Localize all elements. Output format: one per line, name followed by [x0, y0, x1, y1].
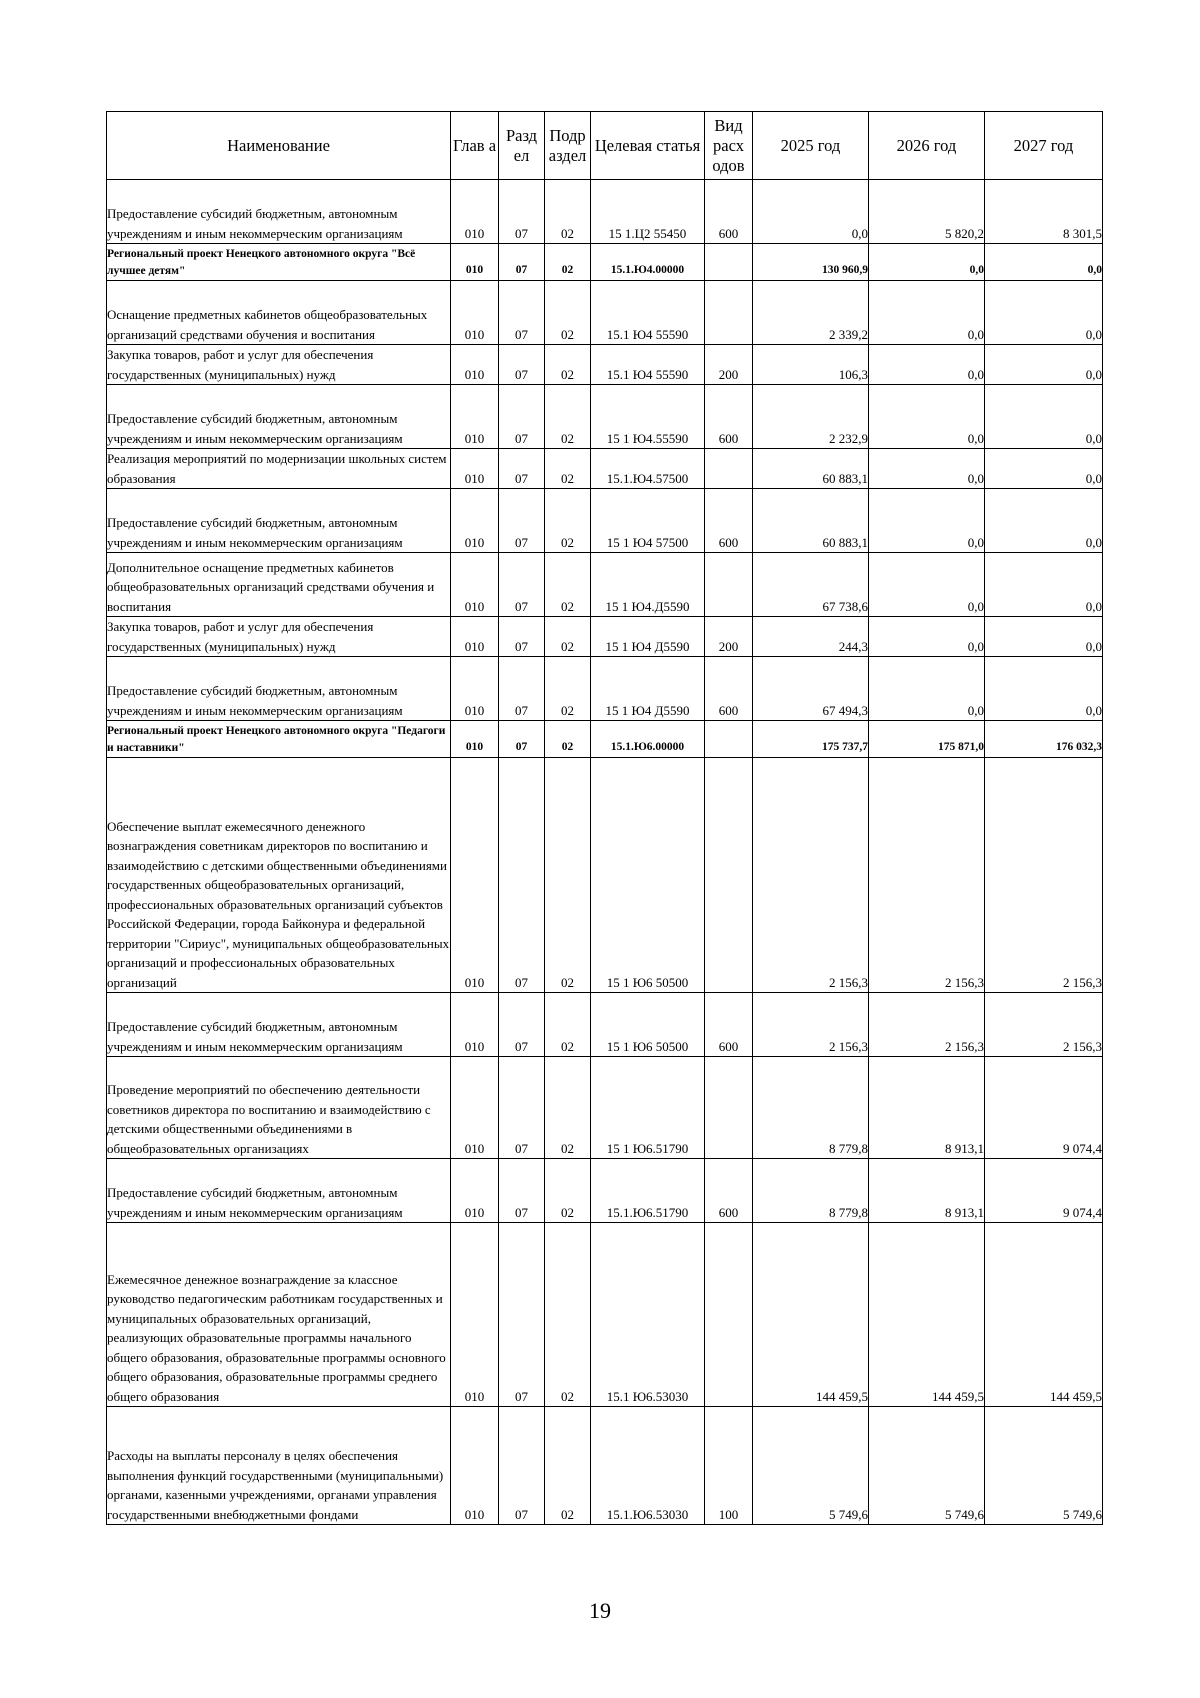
- row-2025: 8 779,8: [753, 1159, 869, 1223]
- row-glava: 010: [451, 553, 499, 617]
- row-2025: 2 156,3: [753, 993, 869, 1057]
- row-vid: 600: [705, 489, 753, 553]
- header-razdel: Разд ел: [499, 112, 545, 180]
- row-2027: 0,0: [985, 345, 1103, 385]
- row-name: Расходы на выплаты персоналу в целях обеспечения выполнения функций государственными (муниципальными) органами, казенными учреждениями, органами управления государственными внебюджетными фондами: [107, 1407, 451, 1525]
- row-name: Закупка товаров, работ и услуг для обеспечения государственных (муниципальных) нужд: [107, 345, 451, 385]
- row-2026: 144 459,5: [869, 1223, 985, 1407]
- row-vid: [705, 449, 753, 489]
- row-2025: 0,0: [753, 180, 869, 244]
- row-vid: 600: [705, 180, 753, 244]
- header-podrazdel: Подр аздел: [545, 112, 591, 180]
- row-2025: 60 883,1: [753, 449, 869, 489]
- table-row: [107, 721, 1103, 758]
- row-razdel: 07: [499, 721, 545, 758]
- table-row: [107, 345, 1103, 385]
- row-razdel: 07: [499, 385, 545, 449]
- row-glava: 010: [451, 721, 499, 758]
- row-razdel: 07: [499, 281, 545, 345]
- row-glava: 010: [451, 1407, 499, 1525]
- table-row: [107, 1057, 1103, 1159]
- row-2026: 5 749,6: [869, 1407, 985, 1525]
- row-target: 15 1 Ю4 Д5590: [591, 657, 705, 721]
- row-name: Ежемесячное денежное вознаграждение за классное руководство педагогическим работникам государственных и муниципальных образовательных организаций, реализующих образовательные программы начального общего образования, образовательные программы основного общего образования, образовательные программы среднего общего образования: [107, 1223, 451, 1407]
- row-target: 15.1 Ю4 55590: [591, 345, 705, 385]
- table-row: [107, 281, 1103, 345]
- row-glava: 010: [451, 244, 499, 281]
- row-2027: 144 459,5: [985, 1223, 1103, 1407]
- row-2025: 106,3: [753, 345, 869, 385]
- row-name: Региональный проект Ненецкого автономного округа "Педагоги и наставники": [107, 721, 451, 758]
- row-2027: 0,0: [985, 385, 1103, 449]
- table-row: [107, 385, 1103, 449]
- table-row: [107, 1159, 1103, 1223]
- row-target: 15 1 Ю4 57500: [591, 489, 705, 553]
- row-2027: 0,0: [985, 657, 1103, 721]
- row-2026: 0,0: [869, 489, 985, 553]
- row-podrazdel: 02: [545, 1407, 591, 1525]
- header-row: [107, 112, 1103, 180]
- row-2026: 8 913,1: [869, 1159, 985, 1223]
- row-target: 15 1 Ю6 50500: [591, 993, 705, 1057]
- header-2025: 2025 год: [753, 112, 869, 180]
- row-glava: 010: [451, 657, 499, 721]
- row-name: Обеспечение выплат ежемесячного денежного вознаграждения советникам директоров по воспитанию и взаимодействию с детскими общественными объединениями государственных общеобразовательных организаций, профессиональных образовательных организаций субъектов Российской Федерации, города Байконура и федеральной территории "Сириус", муниципальных общеобразовательных организаций и профессиональных образовательных организаций: [107, 758, 451, 993]
- row-glava: 010: [451, 449, 499, 489]
- row-glava: 010: [451, 180, 499, 244]
- row-target: 15 1.Ц2 55450: [591, 180, 705, 244]
- row-razdel: 07: [499, 553, 545, 617]
- row-razdel: 07: [499, 993, 545, 1057]
- row-name: Предоставление субсидий бюджетным, автономным учреждениям и иным некоммерческим организациям: [107, 993, 451, 1057]
- row-podrazdel: 02: [545, 1057, 591, 1159]
- table-row: [107, 617, 1103, 657]
- row-name: Региональный проект Ненецкого автономного округа "Всё лучшее детям": [107, 244, 451, 281]
- table-row: [107, 180, 1103, 244]
- row-2025: 2 232,9: [753, 385, 869, 449]
- row-razdel: 07: [499, 1159, 545, 1223]
- row-razdel: 07: [499, 345, 545, 385]
- budget-table-container: [106, 111, 1103, 1525]
- row-vid: 600: [705, 993, 753, 1057]
- row-razdel: 07: [499, 180, 545, 244]
- row-target: 15.1.Ю6.51790: [591, 1159, 705, 1223]
- row-name: Предоставление субсидий бюджетным, автономным учреждениям и иным некоммерческим организациям: [107, 1159, 451, 1223]
- table-row: [107, 1223, 1103, 1407]
- row-podrazdel: 02: [545, 553, 591, 617]
- row-podrazdel: 02: [545, 657, 591, 721]
- row-2026: 2 156,3: [869, 758, 985, 993]
- row-vid: [705, 281, 753, 345]
- row-razdel: 07: [499, 617, 545, 657]
- row-target: 15.1 Ю6.53030: [591, 1223, 705, 1407]
- row-2027: 9 074,4: [985, 1159, 1103, 1223]
- row-2027: 176 032,3: [985, 721, 1103, 758]
- row-name: Предоставление субсидий бюджетным, автономным учреждениям и иным некоммерческим организациям: [107, 180, 451, 244]
- row-podrazdel: 02: [545, 449, 591, 489]
- row-2026: 0,0: [869, 657, 985, 721]
- row-podrazdel: 02: [545, 721, 591, 758]
- row-name: Предоставление субсидий бюджетным, автономным учреждениям и иным некоммерческим организациям: [107, 657, 451, 721]
- row-target: 15.1 Ю4 55590: [591, 281, 705, 345]
- row-glava: 010: [451, 385, 499, 449]
- row-glava: 010: [451, 617, 499, 657]
- row-2027: 5 749,6: [985, 1407, 1103, 1525]
- row-glava: 010: [451, 345, 499, 385]
- row-podrazdel: 02: [545, 244, 591, 281]
- row-2027: 2 156,3: [985, 993, 1103, 1057]
- row-razdel: 07: [499, 449, 545, 489]
- row-2027: 0,0: [985, 449, 1103, 489]
- table-row: [107, 489, 1103, 553]
- row-2026: 175 871,0: [869, 721, 985, 758]
- row-glava: 010: [451, 758, 499, 993]
- row-2026: 0,0: [869, 385, 985, 449]
- row-2025: 67 494,3: [753, 657, 869, 721]
- row-vid: [705, 1223, 753, 1407]
- row-vid: 600: [705, 385, 753, 449]
- row-2027: 0,0: [985, 553, 1103, 617]
- row-vid: 100: [705, 1407, 753, 1525]
- row-2025: 144 459,5: [753, 1223, 869, 1407]
- row-glava: 010: [451, 281, 499, 345]
- row-razdel: 07: [499, 1057, 545, 1159]
- row-2026: 8 913,1: [869, 1057, 985, 1159]
- row-2026: 0,0: [869, 281, 985, 345]
- row-2027: 0,0: [985, 244, 1103, 281]
- header-glava: Глав а: [451, 112, 499, 180]
- row-2027: 0,0: [985, 281, 1103, 345]
- row-2026: 0,0: [869, 617, 985, 657]
- row-2025: 130 960,9: [753, 244, 869, 281]
- row-glava: 010: [451, 993, 499, 1057]
- table-row: [107, 657, 1103, 721]
- row-name: Проведение мероприятий по обеспечению деятельности советников директора по воспитанию и взаимодействию с детскими общественными объединениями в общеобразовательных организациях: [107, 1057, 451, 1159]
- row-target: 15.1.Ю6.53030: [591, 1407, 705, 1525]
- budget-table: [106, 111, 1103, 1525]
- row-2026: 2 156,3: [869, 993, 985, 1057]
- row-target: 15 1 Ю4.55590: [591, 385, 705, 449]
- row-2025: 5 749,6: [753, 1407, 869, 1525]
- row-vid: [705, 553, 753, 617]
- row-target: 15 1 Ю6 50500: [591, 758, 705, 993]
- row-target: 15 1 Ю4 Д5590: [591, 617, 705, 657]
- row-name: Оснащение предметных кабинетов общеобразовательных организаций средствами обучения и воспитания: [107, 281, 451, 345]
- row-podrazdel: 02: [545, 617, 591, 657]
- row-2025: 67 738,6: [753, 553, 869, 617]
- row-name: Закупка товаров, работ и услуг для обеспечения государственных (муниципальных) нужд: [107, 617, 451, 657]
- row-vid: [705, 1057, 753, 1159]
- row-glava: 010: [451, 1159, 499, 1223]
- row-target: 15.1.Ю4.57500: [591, 449, 705, 489]
- header-2026: 2026 год: [869, 112, 985, 180]
- row-glava: 010: [451, 1223, 499, 1407]
- row-2026: 0,0: [869, 553, 985, 617]
- row-podrazdel: 02: [545, 385, 591, 449]
- row-glava: 010: [451, 489, 499, 553]
- table-row: [107, 758, 1103, 993]
- row-2025: 60 883,1: [753, 489, 869, 553]
- table-row: [107, 449, 1103, 489]
- row-target: 15.1.Ю4.00000: [591, 244, 705, 281]
- row-vid: [705, 758, 753, 993]
- row-podrazdel: 02: [545, 180, 591, 244]
- row-vid: [705, 244, 753, 281]
- row-2025: 244,3: [753, 617, 869, 657]
- row-razdel: 07: [499, 758, 545, 993]
- row-podrazdel: 02: [545, 993, 591, 1057]
- row-vid: 600: [705, 1159, 753, 1223]
- row-podrazdel: 02: [545, 1223, 591, 1407]
- row-2025: 2 339,2: [753, 281, 869, 345]
- header-target: Целевая статья: [591, 112, 705, 180]
- row-name: Дополнительное оснащение предметных кабинетов общеобразовательных организаций средствами обучения и воспитания: [107, 553, 451, 617]
- row-podrazdel: 02: [545, 489, 591, 553]
- row-2026: 0,0: [869, 449, 985, 489]
- row-2025: 8 779,8: [753, 1057, 869, 1159]
- row-razdel: 07: [499, 1223, 545, 1407]
- row-target: 15 1 Ю6.51790: [591, 1057, 705, 1159]
- row-name: Предоставление субсидий бюджетным, автономным учреждениям и иным некоммерческим организациям: [107, 489, 451, 553]
- row-glava: 010: [451, 1057, 499, 1159]
- row-vid: 600: [705, 657, 753, 721]
- row-razdel: 07: [499, 657, 545, 721]
- row-2027: 0,0: [985, 617, 1103, 657]
- row-target: 15.1.Ю6.00000: [591, 721, 705, 758]
- header-name: Наименование: [107, 112, 451, 180]
- row-podrazdel: 02: [545, 345, 591, 385]
- row-vid: 200: [705, 345, 753, 385]
- row-name: Предоставление субсидий бюджетным, автономным учреждениям и иным некоммерческим организациям: [107, 385, 451, 449]
- row-razdel: 07: [499, 1407, 545, 1525]
- row-2026: 0,0: [869, 244, 985, 281]
- row-podrazdel: 02: [545, 758, 591, 993]
- row-2027: 2 156,3: [985, 758, 1103, 993]
- row-vid: 200: [705, 617, 753, 657]
- row-2026: 0,0: [869, 345, 985, 385]
- row-razdel: 07: [499, 489, 545, 553]
- table-row: [107, 993, 1103, 1057]
- table-row: [107, 1407, 1103, 1525]
- row-name: Реализация мероприятий по модернизации школьных систем образования: [107, 449, 451, 489]
- row-vid: [705, 721, 753, 758]
- row-podrazdel: 02: [545, 281, 591, 345]
- row-2025: 2 156,3: [753, 758, 869, 993]
- row-2027: 9 074,4: [985, 1057, 1103, 1159]
- header-2027: 2027 год: [985, 112, 1103, 180]
- row-2025: 175 737,7: [753, 721, 869, 758]
- page-number: 19: [589, 1598, 611, 1623]
- table-row: [107, 553, 1103, 617]
- header-vid: Вид расх одов: [705, 112, 753, 180]
- table-row: [107, 244, 1103, 281]
- row-2026: 5 820,2: [869, 180, 985, 244]
- row-target: 15 1 Ю4.Д5590: [591, 553, 705, 617]
- row-2027: 8 301,5: [985, 180, 1103, 244]
- row-podrazdel: 02: [545, 1159, 591, 1223]
- row-2027: 0,0: [985, 489, 1103, 553]
- row-razdel: 07: [499, 244, 545, 281]
